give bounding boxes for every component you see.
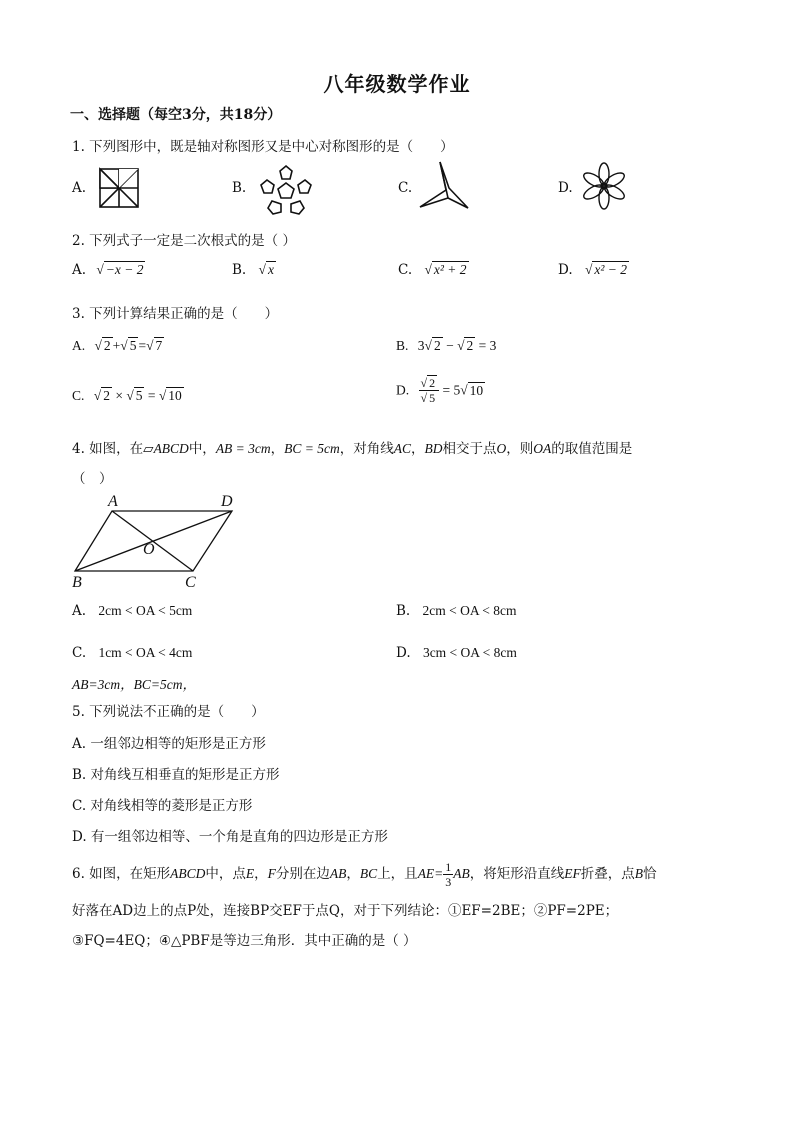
- q3-d-numerator: 2: [429, 376, 436, 390]
- figure-label-c: C: [185, 574, 196, 591]
- q4-option-c-label: C.: [72, 645, 87, 661]
- q3-d-denominator: 5: [429, 391, 436, 405]
- q3-b-result: = 3: [475, 338, 497, 353]
- q4-sep1: ，: [270, 441, 285, 457]
- q4-abcd: ABCD: [153, 441, 189, 456]
- q6-bc: BC: [359, 866, 378, 881]
- q4-option-a-text: 2cm < OA < 5cm: [98, 603, 193, 618]
- section-heading: 一、选择题（每空3分，共18分）: [70, 107, 282, 123]
- q6-text-5: ，: [346, 866, 360, 882]
- q6-frac-num: 1: [445, 860, 452, 874]
- q3-c-term1: 2: [103, 388, 110, 403]
- q3-d-eq: = 5: [439, 382, 461, 398]
- pentagon-flower-icon: [258, 163, 314, 217]
- page-title: 八年级数学作业: [323, 72, 471, 96]
- q6-text-4: 分别在边: [275, 866, 330, 882]
- q2-option-d-label: D.: [558, 262, 573, 278]
- q4-stem-mid3: 相交于点: [442, 441, 497, 457]
- q3-c-result: 10: [168, 388, 182, 403]
- q5-option-c: C. 对角线相等的菱形是正方形: [72, 798, 253, 814]
- q3-c-op: ×: [111, 388, 127, 403]
- q4-option-d-label: D.: [396, 645, 411, 661]
- q3-d-fraction: $\frac{√ 2}{√ 5}$: [419, 376, 440, 405]
- q2-option-b-expr: x: [267, 262, 274, 277]
- tri-star-icon: [418, 160, 472, 212]
- q3-option-c: C. √ 2 × √ 5 = √ 10: [72, 388, 182, 403]
- q4-sep2: ，: [411, 441, 425, 457]
- q4-ac: AC: [393, 441, 412, 456]
- q6-fraction: [443, 860, 453, 889]
- q4-bd: BD: [424, 441, 443, 456]
- q6-ef: EF: [564, 866, 581, 881]
- question-6-line-2: 好落在AD边上的点P处，连接BP交EF于点Q，对于下列结论：①EF=2BE；②PF=2PE；: [72, 903, 619, 919]
- question-6-line-3: ③FQ=4EQ；④△PBF是等边三角形．其中正确的是（ ）: [72, 933, 417, 949]
- q4-option-b-text: 2cm < OA < 8cm: [422, 603, 517, 618]
- q3-b-op: −: [442, 338, 458, 353]
- q3-c-term2: 5: [135, 388, 143, 403]
- q4-answer-paren: （ ）: [72, 471, 113, 487]
- question-1-stem: 1. 下列图形中，既是轴对称图形又是中心对称图形的是（ ）: [72, 139, 454, 155]
- q6-b: B: [634, 866, 644, 881]
- q2-option-b: B. √ x: [232, 262, 274, 278]
- q3-d-result: 10: [469, 382, 484, 398]
- q3-c-eq: =: [144, 388, 159, 403]
- q4-option-b: [396, 603, 516, 619]
- q4-stem-mid4: ，则: [506, 441, 534, 457]
- q6-f: F: [267, 866, 276, 881]
- q2-option-c-expr: x² + 2: [433, 262, 467, 277]
- q4-o: O: [496, 441, 507, 456]
- parallelogram-figure: [70, 490, 245, 590]
- figure-label-a: A: [108, 493, 118, 510]
- q1-option-b-label: B.: [232, 180, 247, 196]
- six-petal-flower-icon: [580, 162, 628, 210]
- q1-option-d-label: D.: [558, 180, 573, 196]
- q1-option-c-label: C.: [398, 180, 413, 196]
- q3-a-term2: 5: [129, 338, 137, 353]
- pinwheel-icon: [98, 167, 140, 209]
- q2-option-d-expr: x² − 2: [594, 262, 628, 277]
- q3-option-d: D. $\frac{√ 2}{√ 5}$ = 5√ 10: [396, 376, 484, 405]
- q6-ab: AB: [329, 866, 347, 881]
- q4-stem-pre: 4. 如图，在▱: [72, 441, 154, 457]
- q5-option-a: A. 一组邻边相等的矩形是正方形: [72, 736, 266, 752]
- q3-option-b-label: B.: [396, 338, 409, 353]
- question-3-stem: 3. 下列计算结果正确的是（ ）: [72, 306, 279, 322]
- q6-text-6: 上，且: [377, 866, 418, 882]
- q6-text-8: 折叠，点: [580, 866, 635, 882]
- q3-b-coef: 3: [417, 338, 425, 353]
- q3-option-c-label: C.: [72, 388, 85, 403]
- q6-abcd: ABCD: [170, 866, 206, 881]
- question-4-stem: [72, 437, 632, 457]
- q2-option-a: A. √ −x − 2: [72, 262, 144, 278]
- q2-option-c: C. √ x² + 2: [398, 262, 467, 278]
- q4-stem-end: 的取值范围是: [551, 441, 633, 457]
- q3-a-term1: 2: [103, 338, 111, 353]
- figure-label-b: B: [72, 574, 82, 591]
- q3-option-b: B. 3√ 2 − √ 2 = 3: [396, 338, 497, 353]
- q6-frac-den: 3: [445, 875, 452, 889]
- q2-option-c-label: C.: [398, 262, 413, 278]
- q6-text-1: 6. 如图，在矩形: [72, 866, 171, 882]
- q4-option-d-text: 3cm < OA < 8cm: [422, 645, 517, 660]
- q6-text-3: ，: [254, 866, 268, 882]
- q2-option-b-label: B.: [232, 262, 247, 278]
- question-5-stem: 5. 下列说法不正确的是（ ）: [72, 704, 265, 720]
- q6-text-2: 中，点: [205, 866, 246, 882]
- figure-label-o: O: [143, 541, 155, 558]
- q3-a-eq: =: [138, 338, 147, 353]
- q3-option-a-label: A.: [72, 338, 86, 353]
- q4-option-b-label: B.: [396, 603, 411, 619]
- q2-option-a-expr: −x − 2: [105, 262, 144, 277]
- q5-option-d: D. 有一组邻边相等、一个角是直角的四边形是正方形: [72, 829, 388, 845]
- q3-a-result: 7: [155, 338, 163, 353]
- q6-text-7: ，将矩形沿直线: [469, 866, 565, 882]
- q4-option-d: [396, 645, 517, 661]
- q4-ab: AB = 3cm: [215, 441, 271, 456]
- q4-oa: OA: [533, 441, 552, 456]
- q4-option-a-label: A.: [72, 603, 87, 619]
- question-2-stem: 2. 下列式子一定是二次根式的是（ ）: [72, 233, 296, 249]
- q6-ab2: AB: [453, 866, 470, 881]
- q4-option-c-text: 1cm < OA < 4cm: [98, 645, 193, 660]
- q3-b-term2: 2: [466, 338, 474, 353]
- q4-option-a: [72, 603, 192, 619]
- q4-note: AB=3cm，BC=5cm，: [72, 677, 196, 692]
- q3-option-a: A. √ 2 +√ 5 =√ 7: [72, 338, 163, 353]
- question-6-line-1: [72, 860, 657, 889]
- q6-ae: AE=: [417, 866, 444, 881]
- q4-stem-mid1: 中，: [188, 441, 216, 457]
- q6-text-9: 恰: [643, 866, 657, 882]
- q2-option-a-label: A.: [72, 262, 87, 278]
- q4-bc: BC = 5cm: [284, 441, 340, 456]
- figure-label-d: D: [221, 493, 233, 510]
- q1-option-a-label: A.: [72, 180, 87, 196]
- q4-stem-mid2: ，对角线: [339, 441, 394, 457]
- q6-e: E: [245, 866, 255, 881]
- q2-option-d: D. √ x² − 2: [558, 262, 628, 278]
- q3-a-op: +: [112, 338, 121, 353]
- q3-option-d-label: D.: [396, 382, 410, 398]
- q3-b-term1: 2: [433, 338, 441, 353]
- q5-option-b: B. 对角线互相垂直的矩形是正方形: [72, 767, 280, 783]
- q4-option-c: [72, 645, 192, 661]
